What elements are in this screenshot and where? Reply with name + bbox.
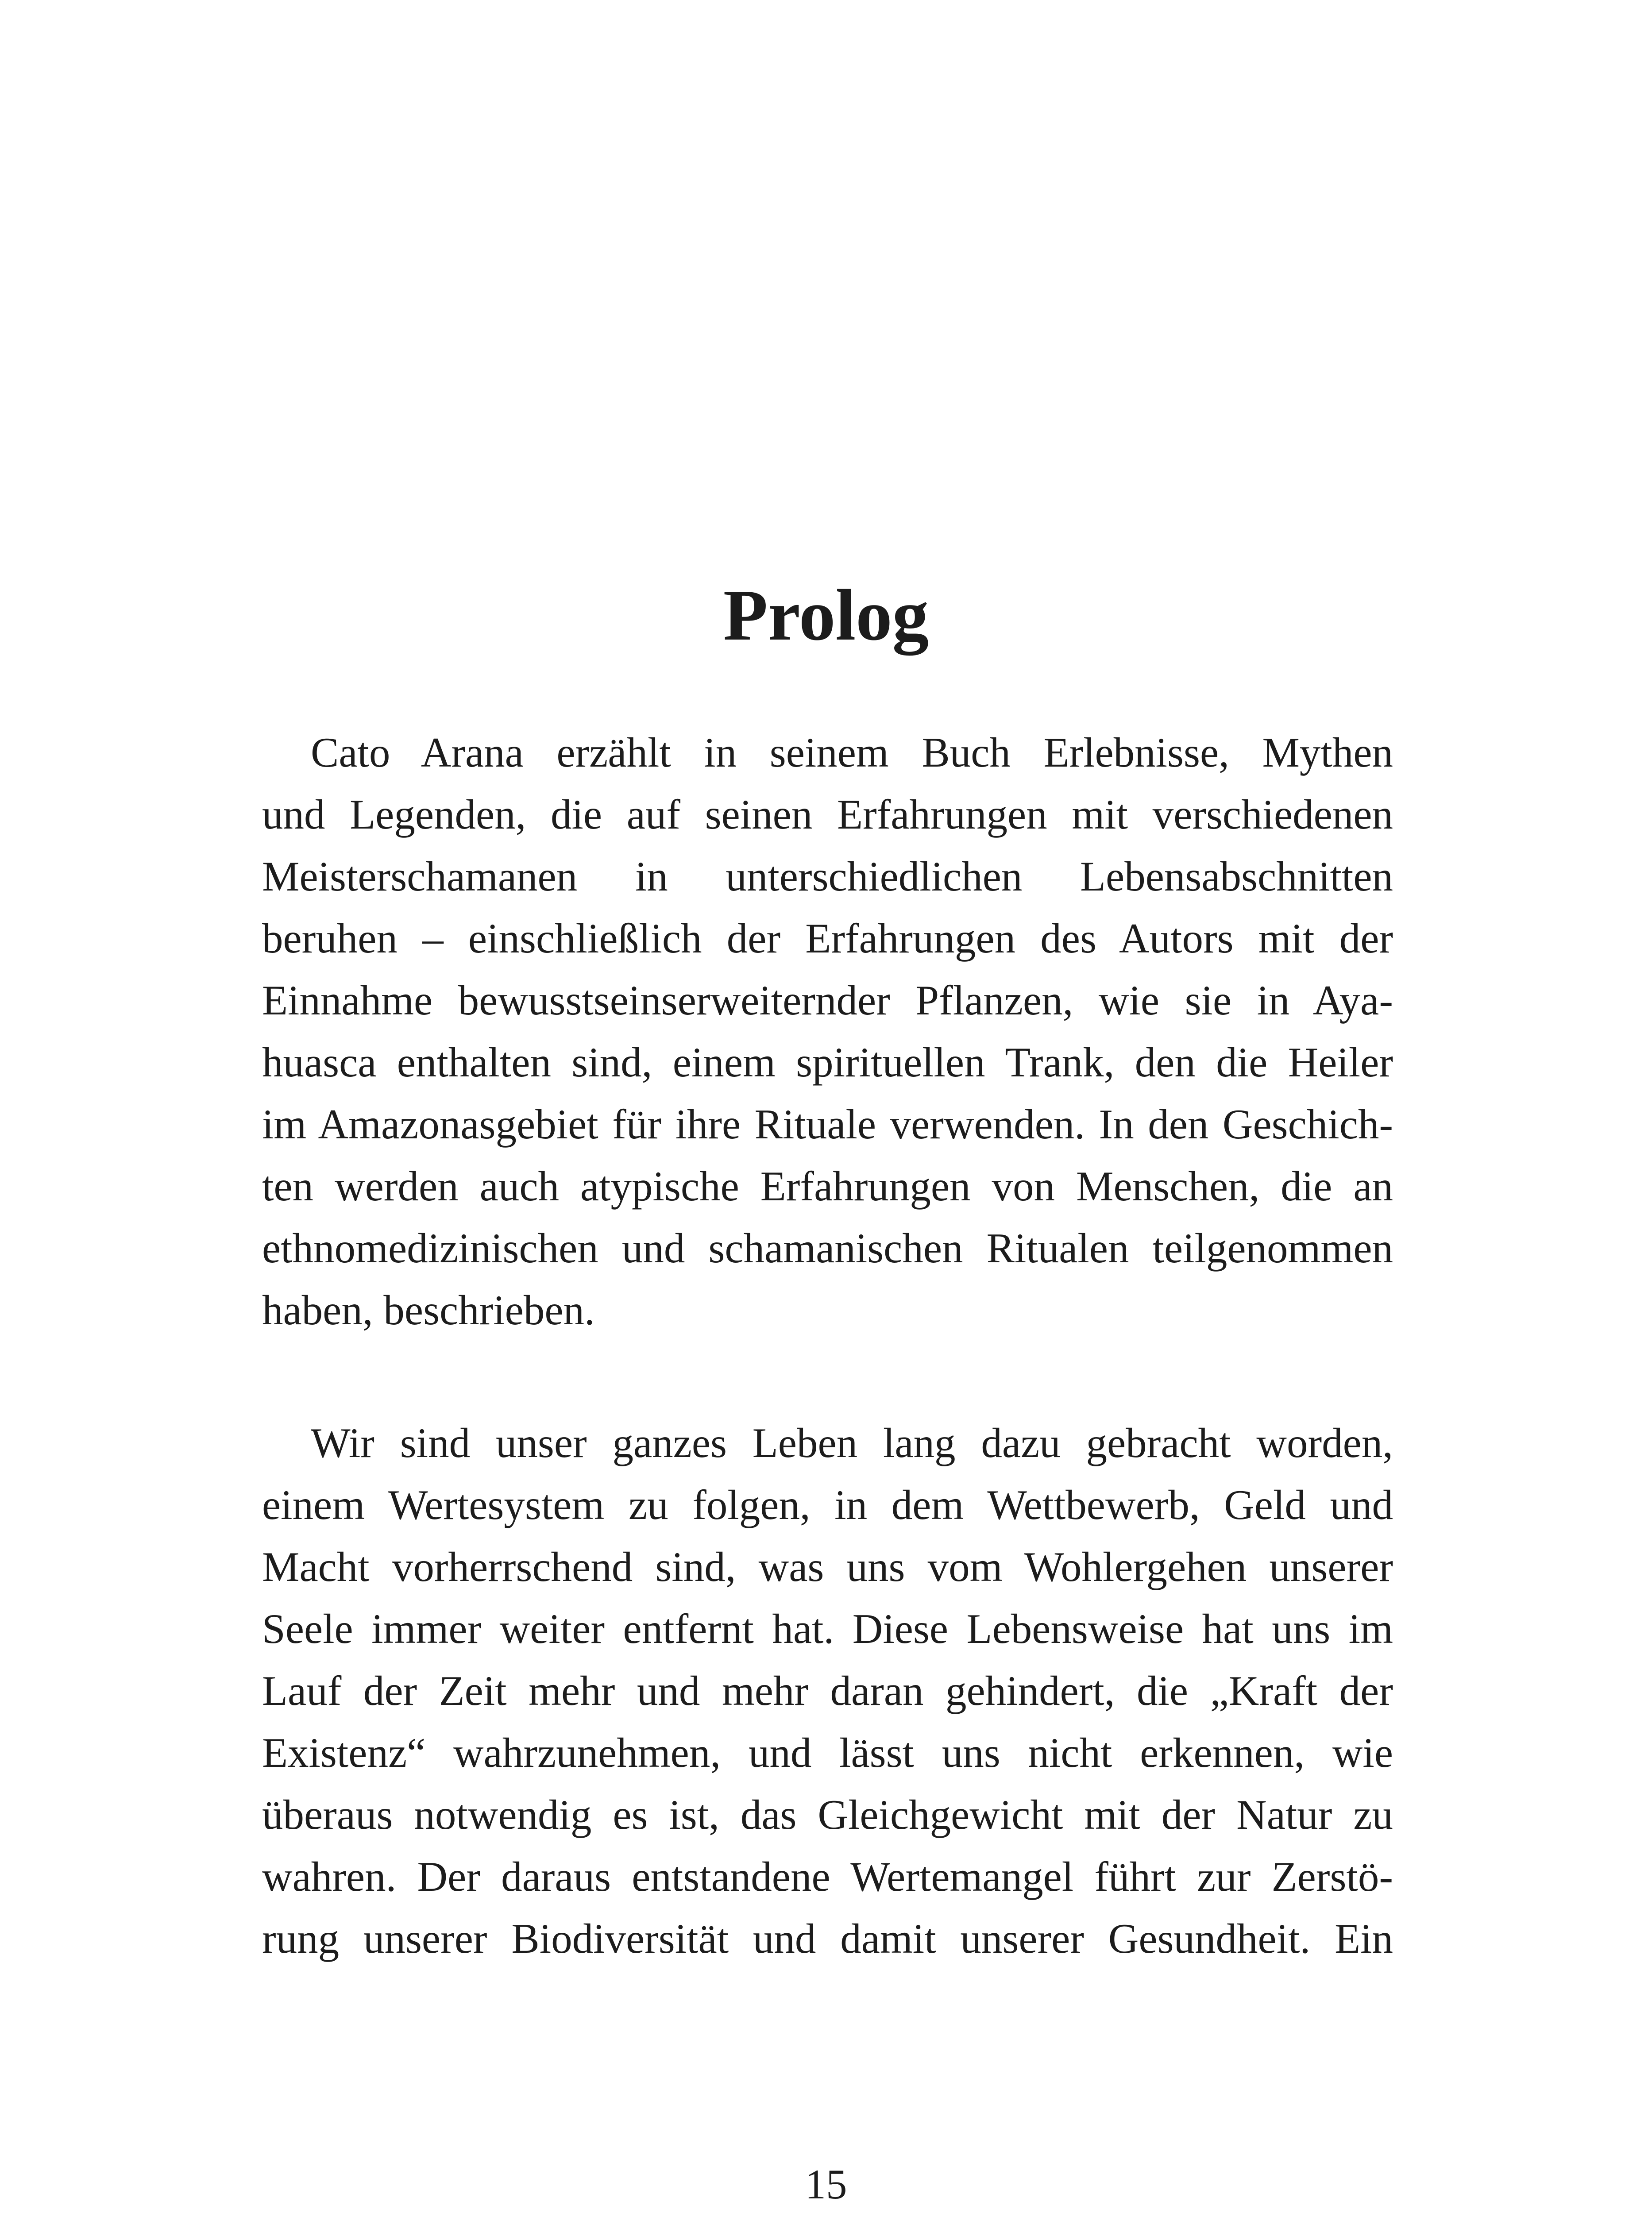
text-line: beruhen – einschließlich der Erfahrungen des Autors mit der	[262, 915, 1393, 962]
text-line: Cato Arana erzählt in seinem Buch Erlebnisse, Mythen	[311, 729, 1393, 776]
text-line: rung unserer Biodiversität und damit unserer Gesundheit. Ein	[262, 1915, 1393, 1962]
text-line: Macht vorherrschend sind, was uns vom Wohlergehen unserer	[262, 1543, 1393, 1590]
text-line: wahren. Der daraus entstandene Wertemangel führt zur Zerstö-	[262, 1853, 1393, 1900]
page-number: 15	[805, 2161, 847, 2208]
text-line: ethnomedizinischen und schamanischen Ritualen teilgenommen	[262, 1225, 1393, 1272]
text-line: Seele immer weiter entfernt hat. Diese Lebensweise hat uns im	[262, 1605, 1393, 1652]
text-line: einem Wertesystem zu folgen, in dem Wettbewerb, Geld und	[262, 1481, 1393, 1528]
paragraph-1	[262, 721, 1393, 1341]
text-line: Wir sind unser ganzes Leben lang dazu gebracht worden,	[311, 1419, 1393, 1466]
text-line: Lauf der Zeit mehr und mehr daran gehindert, die „Kraft der	[262, 1667, 1393, 1714]
text-line: und Legenden, die auf seinen Erfahrungen mit verschiedenen	[262, 791, 1393, 838]
text-line: Einnahme bewusstseinserweiternder Pflanzen, wie sie in Aya-	[262, 977, 1393, 1024]
text-line: im Amazonasgebiet für ihre Rituale verwenden. In den Geschich-	[262, 1101, 1393, 1148]
text-line: Meisterschamanen in unterschiedlichen Lebensabschnitten	[262, 853, 1393, 900]
text-line: überaus notwendig es ist, das Gleichgewicht mit der Natur zu	[262, 1791, 1393, 1838]
text-line: huasca enthalten sind, einem spirituellen Trank, den die Heiler	[262, 1039, 1393, 1086]
text-line: Existenz“ wahrzunehmen, und lässt uns nicht erkennen, wie	[262, 1729, 1393, 1776]
paragraph-2	[262, 1412, 1393, 1970]
text-line: haben, beschrieben.	[262, 1287, 595, 1334]
text-line: ten werden auch atypische Erfahrungen von Menschen, die an	[262, 1163, 1393, 1210]
chapter-title: Prolog	[723, 574, 929, 655]
